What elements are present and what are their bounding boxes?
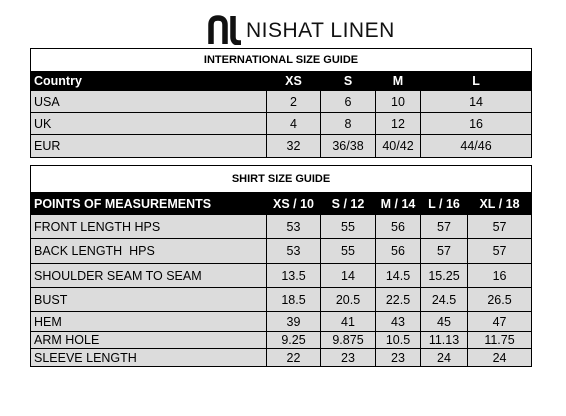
measurement-value: 18.5	[267, 288, 321, 312]
measurement-value: 16	[468, 264, 532, 288]
table-row	[31, 135, 532, 158]
measurement-value: 57	[468, 215, 532, 239]
table-row	[31, 288, 532, 312]
measurement-value: 55	[321, 239, 376, 264]
measurement-value: 53	[267, 239, 321, 264]
size-value: 40/42	[376, 135, 421, 158]
measurement-value: 24.5	[421, 288, 468, 312]
size-header: M / 14	[376, 193, 421, 215]
table-row	[31, 113, 532, 135]
measurement-value: 24	[421, 349, 468, 367]
size-header: S / 12	[321, 193, 376, 215]
measurement-value: 56	[376, 215, 421, 239]
measurement-value: 9.25	[267, 332, 321, 349]
shirt-size-table	[30, 165, 532, 367]
measurement-value: 39	[267, 312, 321, 332]
table-row	[31, 332, 532, 349]
measurement-value: 11.75	[468, 332, 532, 349]
size-header: XS	[267, 72, 321, 91]
country-label: USA	[31, 91, 267, 113]
measurement-value: 47	[468, 312, 532, 332]
measurement-value: 15.25	[421, 264, 468, 288]
size-value: 6	[321, 91, 376, 113]
measurement-value: 43	[376, 312, 421, 332]
brand-logo	[208, 14, 395, 46]
measurement-label: BUST	[31, 288, 267, 312]
table-row	[31, 91, 532, 113]
size-value: 44/46	[421, 135, 532, 158]
measurement-value: 23	[376, 349, 421, 367]
size-value: 10	[376, 91, 421, 113]
table-row	[31, 215, 532, 239]
size-header: XL / 18	[468, 193, 532, 215]
size-value: 14	[421, 91, 532, 113]
size-value: 2	[267, 91, 321, 113]
table-row	[31, 312, 532, 332]
measurement-value: 20.5	[321, 288, 376, 312]
measurement-value: 24	[468, 349, 532, 367]
size-value: 12	[376, 113, 421, 135]
size-value: 16	[421, 113, 532, 135]
measurement-value: 57	[421, 215, 468, 239]
measurement-value: 9.875	[321, 332, 376, 349]
country-header: Country	[31, 72, 267, 91]
size-header: S	[321, 72, 376, 91]
measurement-value: 14.5	[376, 264, 421, 288]
measurement-label: FRONT LENGTH HPS	[31, 215, 267, 239]
size-header: L / 16	[421, 193, 468, 215]
measurement-label: BACK LENGTH HPS	[31, 239, 267, 264]
table-row	[31, 264, 532, 288]
shirt-title: SHIRT SIZE GUIDE	[31, 166, 532, 193]
country-label: EUR	[31, 135, 267, 158]
measurement-value: 22.5	[376, 288, 421, 312]
country-label: UK	[31, 113, 267, 135]
measurement-value: 53	[267, 215, 321, 239]
measurement-value: 57	[421, 239, 468, 264]
measurement-value: 55	[321, 215, 376, 239]
table-row	[31, 239, 532, 264]
brand-name: NISHAT LINEN	[246, 19, 395, 42]
measurement-value: 45	[421, 312, 468, 332]
measurement-label: SLEEVE LENGTH	[31, 349, 267, 367]
measurement-value: 11.13	[421, 332, 468, 349]
measurement-value: 10.5	[376, 332, 421, 349]
size-header: M	[376, 72, 421, 91]
measurement-label: HEM	[31, 312, 267, 332]
measurement-value: 56	[376, 239, 421, 264]
measurement-header: POINTS OF MEASUREMENTS	[31, 193, 267, 215]
measurement-label: ARM HOLE	[31, 332, 267, 349]
measurement-value: 26.5	[468, 288, 532, 312]
international-size-table	[30, 48, 532, 158]
size-value: 8	[321, 113, 376, 135]
measurement-value: 57	[468, 239, 532, 264]
international-title: INTERNATIONAL SIZE GUIDE	[31, 49, 532, 72]
size-value: 36/38	[321, 135, 376, 158]
size-header: L	[421, 72, 532, 91]
nl-monogram-icon	[208, 15, 242, 45]
measurement-value: 23	[321, 349, 376, 367]
measurement-label: SHOULDER SEAM TO SEAM	[31, 264, 267, 288]
table-row	[31, 349, 532, 367]
measurement-value: 22	[267, 349, 321, 367]
measurement-value: 41	[321, 312, 376, 332]
size-value: 32	[267, 135, 321, 158]
size-header: XS / 10	[267, 193, 321, 215]
measurement-value: 14	[321, 264, 376, 288]
size-value: 4	[267, 113, 321, 135]
measurement-value: 13.5	[267, 264, 321, 288]
